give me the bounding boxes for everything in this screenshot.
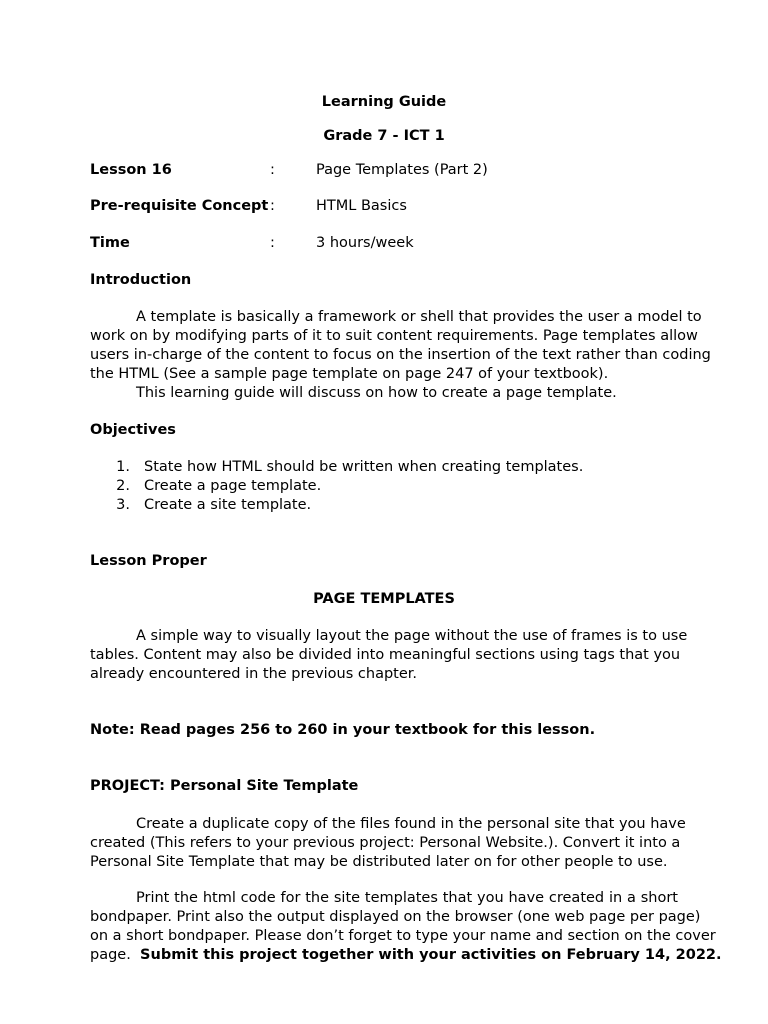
introduction-line: the HTML (See a sample page template on page 247 of your textbook). <box>90 366 609 382</box>
project-heading: PROJECT: Personal Site Template <box>90 778 359 794</box>
objective-text: Create a site template. <box>144 497 312 513</box>
lesson-value: Page Templates (Part 2) <box>316 162 488 178</box>
introduction-heading: Introduction <box>90 272 192 288</box>
objective-text: Create a page template. <box>144 478 322 494</box>
lesson-line: already encountered in the previous chapter. <box>90 666 418 682</box>
note-text: Note: Read pages 256 to 260 in your textbook for this lesson. <box>90 722 596 738</box>
document-title: Learning Guide <box>321 94 447 110</box>
lesson-proper-heading: Lesson Proper <box>90 553 207 569</box>
lesson-label: Lesson 16 <box>90 162 172 178</box>
prerequisite-value: HTML Basics <box>316 198 407 214</box>
project-line: on a short bondpaper. Please don’t forget to type your name and section on the cover <box>90 928 716 944</box>
lesson-line: A simple way to visually layout the page without the use of frames is to use <box>136 628 688 644</box>
project-line: bondpaper. Print also the output displayed on the browser (one web page per page) <box>90 909 701 925</box>
prerequisite-separator: : <box>270 198 275 214</box>
introduction-line: work on by modifying parts of it to suit content requirements. Page templates allow <box>90 328 698 344</box>
prerequisite-label: Pre-requisite Concept <box>90 198 269 214</box>
project-line: Personal Site Template that may be distributed later on for other people to use. <box>90 854 668 870</box>
lesson-line: tables. Content may also be divided into meaningful sections using tags that you <box>90 647 681 663</box>
objective-number: 2. <box>116 478 130 494</box>
page-templates-heading: PAGE TEMPLATES <box>313 591 455 607</box>
objective-item <box>114 477 321 496</box>
project-line-last <box>90 946 722 965</box>
objective-number: 1. <box>116 459 130 475</box>
lesson-separator: : <box>270 162 275 178</box>
project-line: Print the html code for the site templates that you have created in a short <box>136 890 678 906</box>
objective-text: State how HTML should be written when creating templates. <box>144 459 584 475</box>
project-paragraph-1 <box>90 815 686 872</box>
submission-deadline: Submit this project together with your activities on February 14, 2022. <box>140 947 722 963</box>
introduction-paragraph <box>90 308 711 384</box>
project-line: created (This refers to your previous project: Personal Website.). Convert it into a <box>90 835 681 851</box>
project-paragraph-2 <box>90 889 722 965</box>
introduction-paragraph-2: This learning guide will discuss on how to create a page template. <box>136 385 617 401</box>
objectives-heading: Objectives <box>90 422 176 438</box>
project-line-plain: page. <box>90 947 141 963</box>
introduction-line: A template is basically a framework or shell that provides the user a model to <box>136 309 702 325</box>
time-value: 3 hours/week <box>316 235 414 251</box>
project-line: Create a duplicate copy of the files found in the personal site that you have <box>136 816 686 832</box>
objective-item <box>114 496 311 515</box>
introduction-line: users in-charge of the content to focus on the insertion of the text rather than coding <box>90 347 711 363</box>
objective-item <box>114 458 583 477</box>
time-separator: : <box>270 235 275 251</box>
objective-number: 3. <box>116 497 130 513</box>
grade-subtitle: Grade 7 - ICT 1 <box>323 128 445 144</box>
lesson-paragraph <box>90 627 688 684</box>
time-label: Time <box>90 235 130 251</box>
